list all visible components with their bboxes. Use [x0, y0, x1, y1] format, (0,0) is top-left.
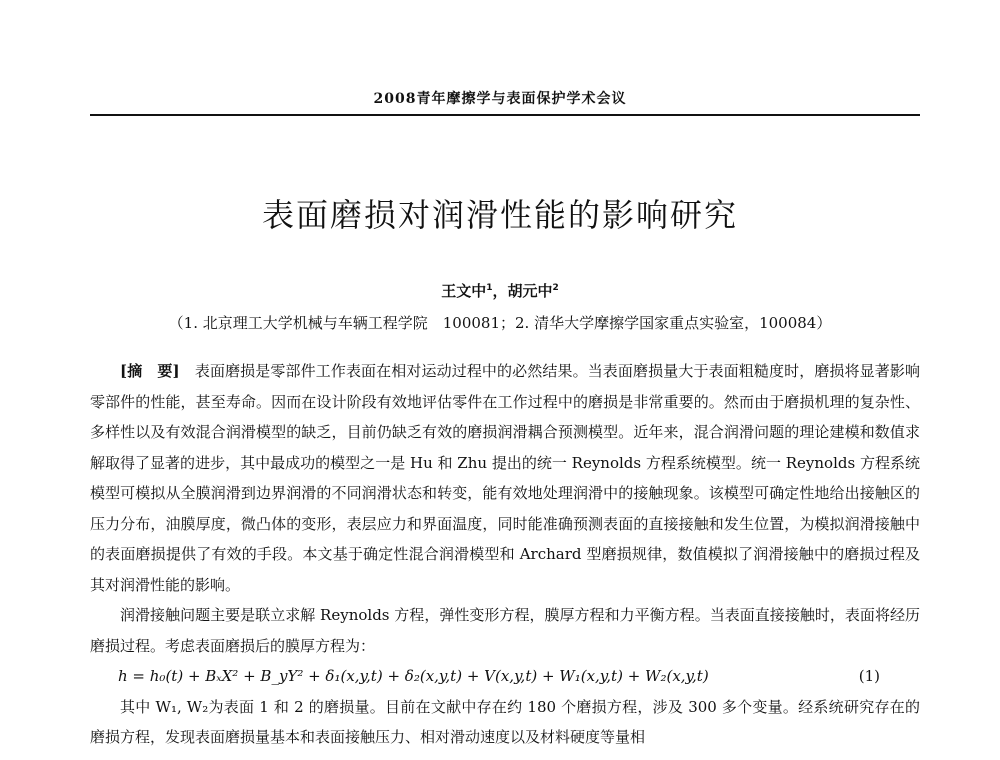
abstract-paragraph — [90, 356, 920, 600]
running-header: 2008青年摩擦学与表面保护学术会议 — [373, 91, 627, 107]
author-2: 胡元中 — [507, 282, 553, 300]
abstract-text: 表面磨损是零部件工作表面在相对运动过程中的必然结果。当表面磨损量大于表面粗糙度时，磨损将显著影响零部件的性能，甚至寿命。因而在设计阶段有效地评估零件在工作过程中的磨损是非常重要的。然而由于磨损机理的复杂性、多样性以及有效混合润滑模型的缺乏，目前仍缺乏有效的磨损润滑耦合预测模型。近年来，混合润滑问题的理论建模和数值求解取得了显著的进步，其中最成功的模型之一是 Hu 和 Zhu 提出的统一 Reynolds 方程系统模型。统一 Reynolds 方程系统模型可模拟从全膜润滑到边界润滑的不同润滑状态和转变，能有效地处理润滑中的接触现象。该模型可确定性地给出接触区的压力分布，油膜厚度，微凸体的变形，表层应力和界面温度，同时能准确预测表面的直接接触和发生位置，为模拟润滑接触中的表面磨损提供了有效的手段。本文基于确定性混合润滑模型和 Archard 型磨损规律，数值模拟了润滑接触中的磨损过程及其对润滑性能的影响。 — [90, 362, 920, 594]
abstract-label: [摘 要] — [120, 362, 180, 380]
body-paragraph: 润滑接触问题主要是联立求解 Reynolds 方程，弹性变形方程，膜厚方程和力平衡方程。当表面直接接触时，表面将经历磨损过程。考虑表面磨损后的膜厚方程为： — [90, 606, 920, 655]
equation-formula: h = h₀(t) + BₓX² + B_yY² + δ₁(x,y,t) + δ₂(x,y,t) + V(x,y,t) + W₁(x,y,t) + W₂(x,y,t) — [118, 667, 709, 685]
equation-1 — [90, 661, 920, 692]
equation-number: (1) — [858, 667, 880, 685]
author-line — [0, 280, 1000, 301]
body-text — [90, 356, 920, 753]
affiliation: （1. 北京理工大学机械与车辆工程学院 100081；2. 清华大学摩擦学国家重点实验室，100084） — [168, 314, 832, 332]
header-rule — [90, 114, 920, 116]
author-1-affiliation-mark: 1 — [486, 283, 493, 293]
author-separator: ， — [492, 282, 508, 300]
body-paragraph: 其中 W₁, W₂为表面 1 和 2 的磨损量。目前在文献中存在约 180 个磨损方程，涉及 300 多个变量。经系统研究存在的磨损方程，发现表面磨损量基本和表面接触压力、相对滑动速度以及材料硬度等量相 — [90, 697, 920, 746]
author-1: 王文中 — [441, 282, 487, 300]
author-2-affiliation-mark: 2 — [552, 283, 559, 293]
paper-title: 表面磨损对润滑性能的影响研究 — [261, 196, 738, 234]
